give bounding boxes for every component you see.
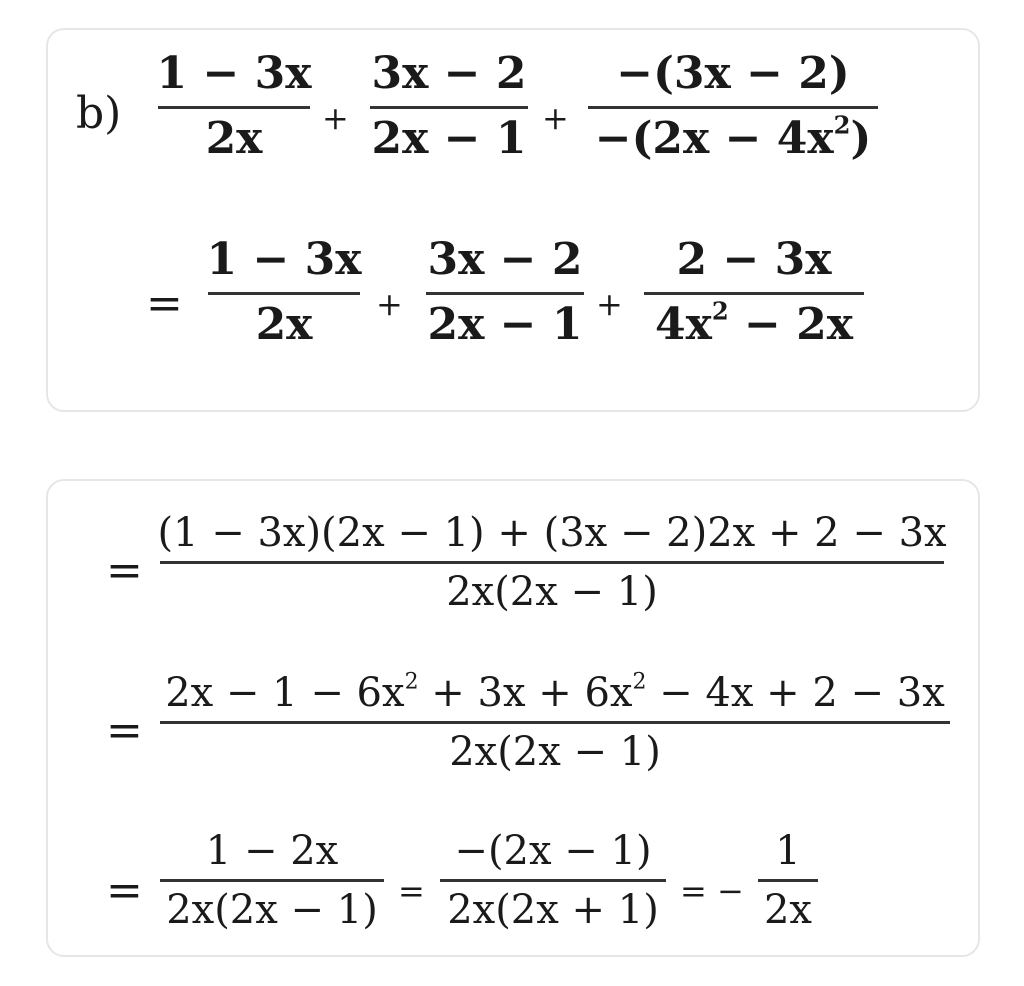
fraction-3 bbox=[644, 234, 864, 350]
denominator: 2x − 1 bbox=[371, 113, 527, 164]
fraction-bar bbox=[426, 292, 584, 295]
equals-sign: = bbox=[106, 545, 143, 596]
expression-card-2 bbox=[46, 479, 980, 957]
numerator: 3x − 2 bbox=[371, 48, 527, 99]
fraction-1 bbox=[156, 48, 312, 164]
fraction-bar bbox=[160, 561, 944, 564]
fraction-bar bbox=[588, 106, 878, 109]
denominator: 2x(2x − 1) bbox=[449, 729, 661, 775]
plus-operator: + bbox=[322, 99, 349, 137]
fraction-expanded bbox=[157, 510, 947, 615]
denominator: 2x(2x − 1) bbox=[166, 887, 378, 933]
numerator: 1 bbox=[775, 828, 801, 874]
fraction-bar bbox=[440, 879, 666, 882]
denominator: 2x bbox=[205, 113, 263, 164]
fraction-bar bbox=[758, 879, 818, 882]
fraction-3 bbox=[588, 48, 878, 164]
fraction-1 bbox=[206, 234, 362, 350]
denominator: 2x bbox=[763, 887, 812, 933]
numerator: 1 − 3x bbox=[206, 234, 362, 285]
equals-sign: = bbox=[106, 705, 143, 756]
expression-card-1 bbox=[46, 28, 980, 412]
fraction-bar bbox=[160, 721, 950, 724]
fraction-bar bbox=[370, 106, 528, 109]
fraction-bar bbox=[160, 879, 384, 882]
fraction-1 bbox=[160, 828, 384, 933]
part-label: b) bbox=[76, 88, 122, 139]
numerator: $2x - 1 - 6x^2 + 3x + 6x^2 - 4x + 2 - 3x$ bbox=[165, 669, 945, 716]
fraction-2 bbox=[426, 234, 584, 350]
equals-sign: = bbox=[398, 872, 425, 910]
plus-operator: + bbox=[596, 285, 623, 323]
denominator: 2x(2x + 1) bbox=[447, 887, 659, 933]
plus-operator: + bbox=[542, 99, 569, 137]
numerator: (1 − 3x)(2x − 1) + (3x − 2)2x + 2 − 3x bbox=[157, 510, 947, 556]
numerator: −(3x − 2) bbox=[616, 48, 850, 99]
equals-sign: = bbox=[106, 865, 143, 916]
numerator: 2 − 3x bbox=[676, 234, 832, 285]
numerator: 1 − 3x bbox=[156, 48, 312, 99]
equals-minus: = − bbox=[680, 872, 744, 910]
plus-operator: + bbox=[376, 285, 403, 323]
numerator: 1 − 2x bbox=[205, 828, 339, 874]
denominator: 2x bbox=[255, 299, 313, 350]
denominator: 2x(2x − 1) bbox=[446, 569, 658, 615]
numerator: −(2x − 1) bbox=[454, 828, 652, 874]
fraction-2 bbox=[440, 828, 666, 933]
numerator: 3x − 2 bbox=[427, 234, 583, 285]
denominator: 2x − 1 bbox=[427, 299, 583, 350]
denominator: $-(2x - 4x^2)$ bbox=[594, 110, 872, 164]
fraction-bar bbox=[208, 292, 360, 295]
denominator: $4x^2 - 2x$ bbox=[654, 296, 854, 350]
fraction-simplified bbox=[160, 669, 950, 775]
fraction-bar bbox=[158, 106, 310, 109]
fraction-2 bbox=[370, 48, 528, 164]
fraction-3 bbox=[758, 828, 818, 933]
fraction-bar bbox=[644, 292, 864, 295]
equals-sign: = bbox=[146, 278, 183, 329]
